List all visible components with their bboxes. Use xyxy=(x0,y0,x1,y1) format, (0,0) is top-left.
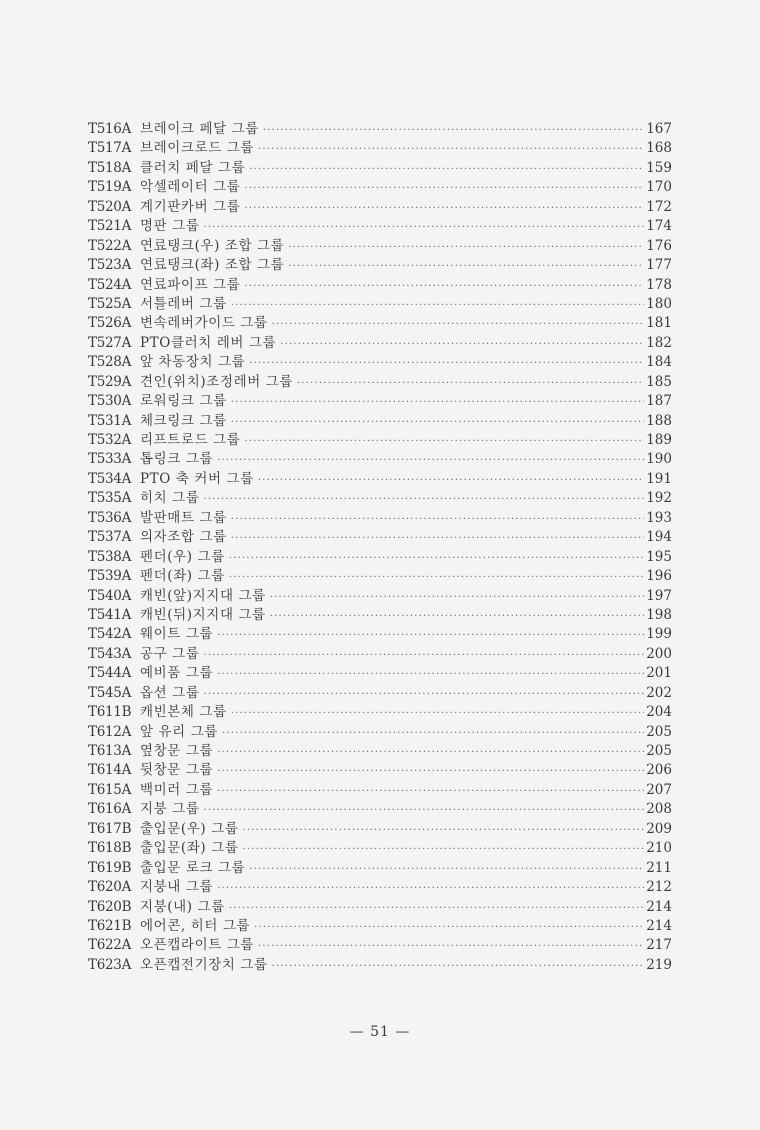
toc-entry-code: T522A xyxy=(88,237,132,254)
toc-entry xyxy=(88,781,672,800)
toc-entry-code: T612A xyxy=(88,723,132,740)
toc-entry-code: T543A xyxy=(88,645,132,662)
toc-entry-page: 180 xyxy=(646,295,672,312)
toc-entry-code: T537A xyxy=(88,529,132,546)
toc-entry-page: 217 xyxy=(646,937,672,954)
toc-entry xyxy=(88,470,672,489)
toc-entry-code: T617B xyxy=(88,820,132,837)
toc-entry-page: 189 xyxy=(646,432,672,448)
toc-entry-title: 앞 차동장치 그룹 xyxy=(140,354,246,371)
toc-entry-page: 208 xyxy=(646,801,672,818)
dot-leader xyxy=(297,374,644,393)
toc-entry-code: T529A xyxy=(88,373,132,390)
toc-entry-page: 201 xyxy=(646,665,672,682)
toc-entry-code: T615A xyxy=(88,781,132,798)
dot-leader xyxy=(217,762,644,781)
toc-entry-page: 188 xyxy=(646,412,672,429)
dot-leader xyxy=(249,354,644,373)
toc-entry-title: 브레이크 페달 그룹 xyxy=(140,121,259,137)
toc-entry-code: T540A xyxy=(88,587,132,604)
dot-leader xyxy=(254,918,644,937)
toc-entry-code: T541A xyxy=(88,606,132,623)
dot-leader xyxy=(258,140,644,159)
dot-leader xyxy=(244,199,644,218)
toc-entry-title: 출입문 로크 그룹 xyxy=(140,859,246,876)
dot-leader xyxy=(217,626,644,645)
toc-entry-code: T531A xyxy=(88,412,132,429)
toc-entry-page: 185 xyxy=(646,373,672,390)
toc-entry-title: 의자조합 그룹 xyxy=(140,529,227,546)
dot-leader xyxy=(229,549,644,568)
toc-entry-title: 예비품 그룹 xyxy=(140,665,214,682)
dot-leader xyxy=(217,665,644,684)
dot-leader xyxy=(288,257,644,276)
toc-entry-code: T620A xyxy=(88,879,132,896)
toc-entry-page: 193 xyxy=(646,509,672,526)
toc-entry-page: 184 xyxy=(646,354,672,371)
toc-entry xyxy=(88,373,672,392)
dot-leader xyxy=(203,646,644,665)
dot-leader xyxy=(217,879,644,898)
toc-entry xyxy=(88,548,672,567)
toc-entry-code: T538A xyxy=(88,548,132,565)
toc-entry-title: 지붕(내) 그룹 xyxy=(140,898,225,915)
dot-leader xyxy=(263,121,644,140)
toc-entry-code: T530A xyxy=(88,393,132,410)
toc-entry xyxy=(88,820,672,839)
toc-entry-page: 172 xyxy=(646,198,672,215)
toc-entry-page: 196 xyxy=(646,568,672,585)
toc-entry-title: 브레이크로드 그룹 xyxy=(140,140,255,157)
toc-entry-code: T623A xyxy=(88,956,132,973)
toc-entry xyxy=(88,120,672,139)
toc-entry-page: 198 xyxy=(646,606,672,623)
toc-entry-page: 181 xyxy=(646,315,672,332)
toc-entry-page: 210 xyxy=(646,840,672,857)
toc-entry-title: 웨이트 그룹 xyxy=(140,626,214,643)
toc-entry-title: 에어콘, 히터 그룹 xyxy=(140,917,251,934)
toc-entry-code: T533A xyxy=(88,451,132,468)
dot-leader xyxy=(231,296,644,315)
toc-entry xyxy=(88,450,672,469)
toc-entry-page: 214 xyxy=(646,898,672,915)
toc-entry-title: 톱링크 그룹 xyxy=(140,451,214,468)
toc-entry-page: 200 xyxy=(646,645,672,662)
dot-leader xyxy=(272,315,644,334)
toc-entry xyxy=(88,159,672,178)
toc-entry-code: T535A xyxy=(88,490,132,507)
dot-leader xyxy=(242,821,644,840)
toc-entry-title: 악셀레이터 그룹 xyxy=(140,179,241,196)
toc-entry-code: T523A xyxy=(88,257,132,274)
dot-leader xyxy=(242,840,644,859)
dot-leader xyxy=(244,277,644,296)
toc-entry-code: T519A xyxy=(88,179,132,196)
toc-entry xyxy=(88,859,672,878)
dot-leader xyxy=(249,160,644,179)
toc-entry-title: PTO 축 커버 그룹 xyxy=(140,470,254,487)
toc-entry-code: T613A xyxy=(88,743,132,759)
toc-entry-code: T521A xyxy=(88,218,132,235)
toc-entry xyxy=(88,703,672,722)
toc-entry xyxy=(88,664,672,683)
dot-leader xyxy=(231,529,644,548)
toc-entry-page: 209 xyxy=(646,820,672,837)
toc-entry-title: 백미러 그룹 xyxy=(140,781,214,798)
toc-entry-code: T614A xyxy=(88,762,132,779)
toc-entry-title: 펜더(좌) 그룹 xyxy=(140,568,225,585)
toc-entry-code: T545A xyxy=(88,684,132,701)
toc-entry-page: 177 xyxy=(646,257,672,274)
toc-entry xyxy=(88,528,672,547)
toc-entry xyxy=(88,178,672,197)
toc-entry xyxy=(88,625,672,644)
dot-leader xyxy=(217,451,644,470)
toc-entry-title: 로워링크 그룹 xyxy=(140,393,227,410)
toc-entry-title: 캐빈본체 그룹 xyxy=(140,704,227,721)
toc-entry xyxy=(88,237,672,256)
toc-entry-title: 연료탱크(우) 조합 그룹 xyxy=(140,237,285,254)
toc-entry-page: 212 xyxy=(646,879,672,896)
toc-entry-page: 211 xyxy=(646,859,672,876)
toc-entry-page: 159 xyxy=(646,159,672,176)
toc-entry-code: T516A xyxy=(88,121,132,137)
toc-entry xyxy=(88,878,672,897)
toc-entry-page: 197 xyxy=(646,587,672,604)
dot-leader xyxy=(270,588,644,607)
toc-entry-title: 계기판카버 그룹 xyxy=(140,198,241,215)
toc-entry-title: 출입문(우) 그룹 xyxy=(140,820,239,837)
toc-entry-title: 클러치 페달 그룹 xyxy=(140,159,246,176)
toc-entry-code: T517A xyxy=(88,140,132,157)
toc-entry-code: T534A xyxy=(88,470,132,487)
dot-leader xyxy=(203,490,644,509)
toc-entry xyxy=(88,392,672,411)
toc-entry xyxy=(88,645,672,664)
toc-entry-title: PTO클러치 레버 그룹 xyxy=(140,334,277,351)
toc-entry-page: 187 xyxy=(646,393,672,410)
dot-leader xyxy=(217,782,644,801)
toc-entry-page: 167 xyxy=(646,121,672,137)
toc-entry-title: 캐빈(앞)지지대 그룹 xyxy=(140,587,266,604)
toc-entry xyxy=(88,917,672,936)
toc-entry xyxy=(88,761,672,780)
toc-entry-title: 지붕 그룹 xyxy=(140,801,200,818)
toc-entry-title: 캐빈(뒤)지지대 그룹 xyxy=(140,606,266,623)
toc-entry-page: 195 xyxy=(646,548,672,565)
toc-entry-page: 207 xyxy=(646,781,672,798)
toc-entry xyxy=(88,898,672,917)
dot-leader xyxy=(231,413,644,432)
toc-entry-code: T621B xyxy=(88,917,132,934)
toc-entry xyxy=(88,334,672,353)
toc-entry-page: 174 xyxy=(646,218,672,235)
dot-leader xyxy=(222,724,644,743)
toc-entry xyxy=(88,217,672,236)
dot-leader xyxy=(231,704,644,723)
toc-entry-code: T622A xyxy=(88,937,132,954)
dot-leader xyxy=(217,743,644,762)
toc-entry-page: 178 xyxy=(646,276,672,293)
toc-entry xyxy=(88,489,672,508)
toc-entry-page: 194 xyxy=(646,529,672,546)
toc-entry-code: T524A xyxy=(88,276,132,293)
toc-entry xyxy=(88,839,672,858)
toc-entry-title: 체크링크 그룹 xyxy=(140,412,227,429)
dot-leader xyxy=(203,801,644,820)
toc-entry xyxy=(88,198,672,217)
toc-entry xyxy=(88,353,672,372)
dot-leader xyxy=(258,937,644,956)
toc-entry xyxy=(88,509,672,528)
table-of-contents xyxy=(88,120,672,975)
toc-entry-title: 리프트로드 그룹 xyxy=(140,432,241,448)
toc-entry-page: 199 xyxy=(646,626,672,643)
toc-entry xyxy=(88,800,672,819)
toc-entry-page: 191 xyxy=(646,470,672,487)
toc-entry xyxy=(88,139,672,158)
toc-entry-title: 연료탱크(좌) 조합 그룹 xyxy=(140,257,285,274)
toc-entry xyxy=(88,723,672,742)
toc-entry-page: 214 xyxy=(646,917,672,934)
toc-entry-page: 204 xyxy=(646,704,672,721)
dot-leader xyxy=(229,568,644,587)
toc-entry-code: T525A xyxy=(88,295,132,312)
toc-entry-code: T618B xyxy=(88,840,132,857)
toc-entry-title: 앞 유리 그룹 xyxy=(140,723,218,740)
toc-entry-page: 168 xyxy=(646,140,672,157)
toc-entry-title: 명판 그룹 xyxy=(140,218,200,235)
toc-entry-title: 뒷창문 그룹 xyxy=(140,762,214,779)
toc-entry-code: T619B xyxy=(88,859,132,876)
toc-entry xyxy=(88,431,672,450)
dot-leader xyxy=(203,218,644,237)
toc-entry-page: 205 xyxy=(646,723,672,740)
toc-entry xyxy=(88,412,672,431)
toc-entry-page: 205 xyxy=(646,743,672,759)
dot-leader xyxy=(244,179,644,198)
toc-entry-code: T527A xyxy=(88,334,132,351)
toc-entry-title: 견인(위치)조정레버 그룹 xyxy=(140,373,294,390)
toc-entry-title: 히치 그룹 xyxy=(140,490,200,507)
toc-entry-title: 출입문(좌) 그룹 xyxy=(140,840,239,857)
dot-leader xyxy=(244,432,644,451)
toc-entry-title: 옵션 그룹 xyxy=(140,684,200,701)
toc-entry-title: 공구 그룹 xyxy=(140,645,200,662)
toc-entry-code: T526A xyxy=(88,315,132,332)
toc-entry xyxy=(88,606,672,625)
toc-entry-code: T536A xyxy=(88,509,132,526)
toc-entry xyxy=(88,742,672,761)
toc-entry-title: 서틀레버 그룹 xyxy=(140,295,227,312)
toc-entry-code: T616A xyxy=(88,801,132,818)
toc-entry xyxy=(88,684,672,703)
dot-leader xyxy=(231,393,644,412)
toc-entry-page: 202 xyxy=(646,684,672,701)
toc-entry xyxy=(88,276,672,295)
toc-entry xyxy=(88,956,672,975)
dot-leader xyxy=(258,471,644,490)
dot-leader xyxy=(249,860,644,879)
toc-entry-page: 170 xyxy=(646,179,672,196)
toc-entry xyxy=(88,587,672,606)
toc-entry-code: T620B xyxy=(88,898,132,915)
toc-entry-title: 펜더(우) 그룹 xyxy=(140,548,225,565)
dot-leader xyxy=(270,607,644,626)
toc-entry xyxy=(88,567,672,586)
toc-entry-code: T528A xyxy=(88,354,132,371)
toc-entry xyxy=(88,936,672,955)
toc-entry-page: 192 xyxy=(646,490,672,507)
toc-entry xyxy=(88,256,672,275)
toc-entry-code: T518A xyxy=(88,159,132,176)
page-number: — 51 — xyxy=(349,1024,411,1040)
dot-leader xyxy=(203,685,644,704)
toc-entry-code: T539A xyxy=(88,568,132,585)
toc-entry xyxy=(88,314,672,333)
toc-entry-title: 변속레버가이드 그룹 xyxy=(140,315,268,332)
toc-entry-page: 190 xyxy=(646,451,672,468)
toc-entry-title: 오픈캡라이트 그룹 xyxy=(140,937,255,954)
toc-entry-page: 176 xyxy=(646,237,672,254)
toc-entry-page: 206 xyxy=(646,762,672,779)
toc-entry-page: 219 xyxy=(646,956,672,973)
toc-entry-code: T544A xyxy=(88,665,132,682)
dot-leader xyxy=(231,510,644,529)
toc-entry-code: T542A xyxy=(88,626,132,643)
toc-entry-title: 연료파이프 그룹 xyxy=(140,276,241,293)
toc-entry xyxy=(88,295,672,314)
toc-entry-title: 옆창문 그룹 xyxy=(140,743,214,759)
dot-leader xyxy=(280,335,644,354)
dot-leader xyxy=(272,957,644,976)
dot-leader xyxy=(288,238,644,257)
toc-entry-title: 지붕내 그룹 xyxy=(140,879,214,896)
toc-entry-page: 182 xyxy=(646,334,672,351)
toc-entry-code: T611B xyxy=(88,704,132,721)
toc-entry-code: T532A xyxy=(88,432,132,448)
toc-entry-code: T520A xyxy=(88,198,132,215)
dot-leader xyxy=(229,899,644,918)
toc-entry-title: 발판매트 그룹 xyxy=(140,509,227,526)
toc-entry-title: 오픈캡전기장치 그룹 xyxy=(140,956,268,973)
